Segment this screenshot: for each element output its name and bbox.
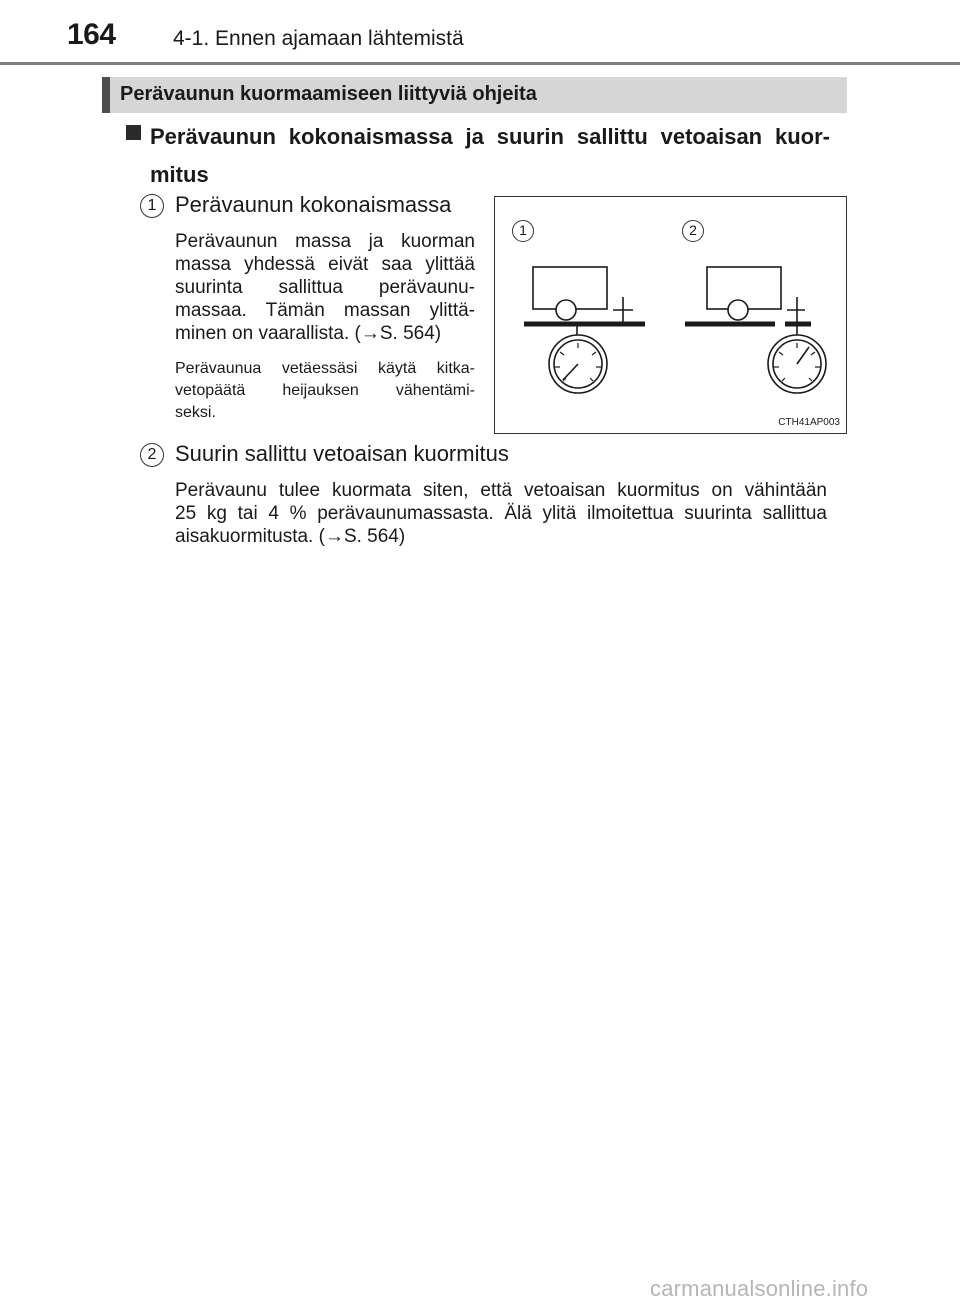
- paragraph-line: suurinta sallittua perävaunu-: [175, 277, 475, 298]
- item-1-note: [175, 358, 475, 424]
- item-title-2: Suurin sallittu vetoaisan kuormitus: [175, 441, 509, 466]
- page-number: 164: [67, 18, 116, 51]
- item-title-1: Perävaunun kokonaismassa: [175, 192, 452, 217]
- section-header-bar: [102, 77, 847, 113]
- square-bullet-icon: [126, 125, 141, 140]
- tongue-on-scale-drawing: [685, 267, 826, 393]
- note-line: vetopäätä heijauksen vähentämi-: [175, 382, 475, 399]
- paragraph-line: Perävaunun massa ja kuorman: [175, 231, 475, 252]
- paragraph-line: massaa. Tämän massan ylittä-: [175, 300, 475, 321]
- trailer-scale-illustration: [495, 197, 848, 435]
- paragraph-line: minen on vaarallista. (→S. 564): [175, 323, 442, 344]
- item-1-paragraph: [175, 230, 475, 345]
- figure-code: CTH41AP003: [778, 417, 840, 428]
- header-divider: [0, 62, 960, 65]
- paragraph-line: Perävaunu tulee kuormata siten, että vetoaisan kuormitus on vähintään: [175, 480, 827, 501]
- chapter-title: 4-1. Ennen ajamaan lähtemistä: [173, 27, 464, 50]
- paragraph-line: massa yhdessä eivät saa ylittää: [175, 254, 475, 275]
- section-title: Perävaunun kuormaamiseen liittyviä ohjeita: [120, 83, 537, 105]
- subheading: Perävaunun kokonaismassa ja suurin sallittu vetoaisan kuor-mitus: [150, 124, 830, 187]
- paragraph-line: 25 kg tai 4 % perävaunumassasta. Älä ylitä ilmoitettua suurinta sallittua: [175, 503, 827, 524]
- item-number-badge-1: 1: [140, 194, 164, 218]
- paragraph-line: aisakuormitusta. (→S. 564): [175, 526, 406, 547]
- trailer-weight-figure: [494, 196, 847, 434]
- watermark: carmanualsonline.info: [650, 1276, 869, 1301]
- trailer-on-scale-drawing: [524, 267, 645, 393]
- note-line: Perävaunua vetäessäsi käytä kitka-: [175, 360, 475, 377]
- item-2-paragraph: [175, 479, 827, 548]
- figure-badge-1: 1: [512, 220, 534, 242]
- figure-badge-2: 2: [682, 220, 704, 242]
- note-line: seksi.: [175, 404, 216, 421]
- item-number-badge-2: 2: [140, 443, 164, 467]
